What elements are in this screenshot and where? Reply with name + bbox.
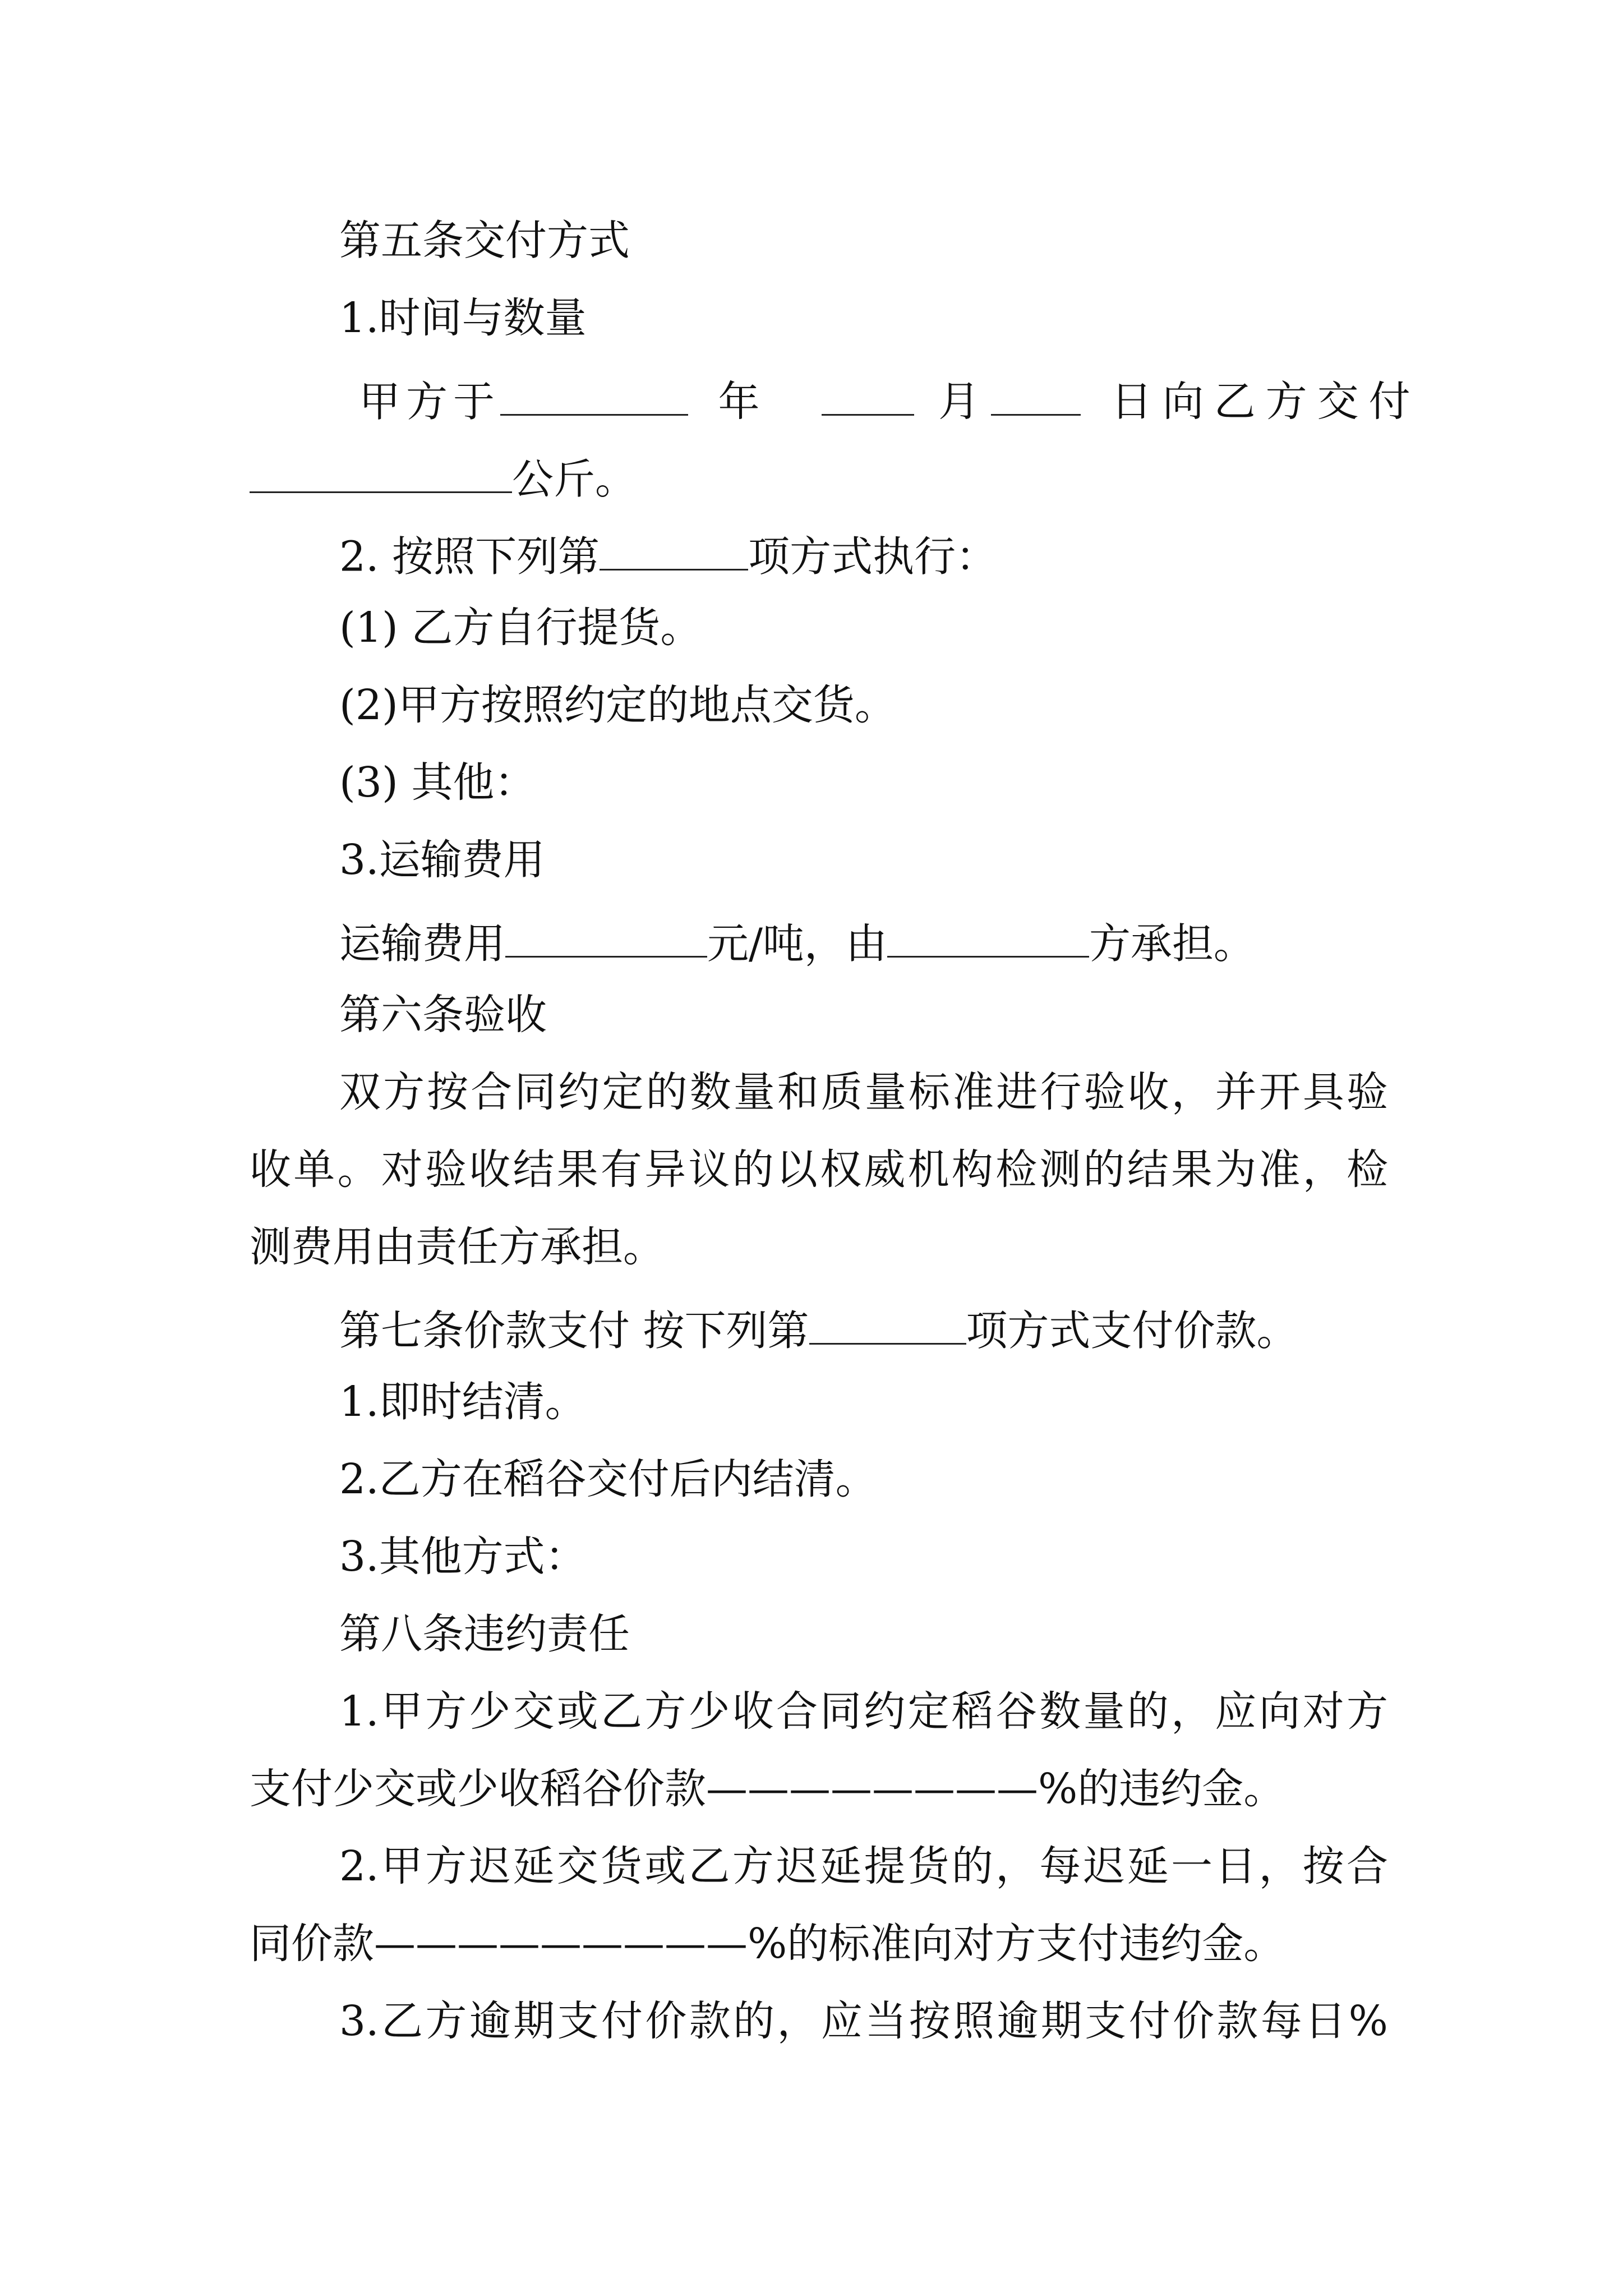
article-5-heading: 第五条交付方式 <box>339 217 630 265</box>
liability-2-line-1: 2.甲方迟延交货或乙方迟延提货的，每迟延一日，按合 <box>339 1842 1388 1890</box>
article-8-heading: 第八条违约责任 <box>339 1610 630 1658</box>
blank-method-number <box>600 530 748 570</box>
article-6-heading: 第六条验收 <box>339 991 547 1039</box>
text-party-bear: 方承担。 <box>1089 919 1255 968</box>
liability-2-line-2: 同价款—————————%的标准向对方支付违约金。 <box>250 1920 1285 1968</box>
article-7-line <box>339 1304 1298 1355</box>
payment-option-1: 1.即时结清。 <box>339 1378 587 1426</box>
blank-fee-amount <box>505 917 707 958</box>
option-2: (2)甲方按照约定的地点交货。 <box>339 681 896 729</box>
payment-option-3: 3.其他方式： <box>339 1533 587 1581</box>
delivery-date-line <box>359 375 1421 426</box>
inspection-text-2: 收单。对验收结果有异议的以权威机构检测的结果为准，检 <box>250 1145 1388 1194</box>
liability-3-line-1: 3.乙方逾期支付价款的，应当按照逾期支付价款每日% <box>339 1997 1388 2045</box>
text-transport-fee: 运输费用 <box>339 919 505 968</box>
text-deliver-to: 日向乙方交付 <box>1110 378 1421 426</box>
blank-month <box>822 375 914 416</box>
blank-day <box>991 375 1081 416</box>
text-article-7: 第七条价款支付 按下列第 <box>339 1306 809 1355</box>
blank-year <box>500 375 688 416</box>
option-3: (3) 其他： <box>339 758 536 807</box>
payment-option-2: 2.乙方在稻谷交付后内结清。 <box>339 1455 877 1503</box>
text-per-ton: 元/吨，由 <box>707 919 887 968</box>
inspection-text-3: 测费用由责任方承担。 <box>250 1223 665 1271</box>
inspection-text-1: 双方按合同约定的数量和质量标准进行验收，并开具验 <box>339 1068 1388 1116</box>
liability-1-line-1: 1.甲方少交或乙方少收合同约定稻谷数量的，应向对方 <box>339 1687 1388 1736</box>
text-month: 月 <box>938 378 980 426</box>
text-method-suffix: 项方式执行： <box>748 532 998 581</box>
item-transport-fee: 3.运输费用 <box>339 836 545 884</box>
blank-fee-party <box>887 917 1089 958</box>
text-kg: 公斤。 <box>512 455 637 504</box>
liability-1-line-2: 支付少交或少收稻谷价款————————%的违约金。 <box>250 1765 1285 1813</box>
text-year: 年 <box>718 378 760 426</box>
option-1: (1) 乙方自行提货。 <box>339 604 702 652</box>
blank-payment-method <box>809 1304 966 1345</box>
method-select-line <box>339 530 998 581</box>
text-jiafangyu: 甲方于 <box>359 378 500 426</box>
quantity-kg-line <box>250 452 637 504</box>
item-time-quantity: 1.时间与数量 <box>339 294 587 342</box>
text-payment-suffix: 项方式支付价款。 <box>966 1306 1298 1355</box>
transport-fee-line <box>339 917 1255 968</box>
blank-quantity <box>250 452 512 493</box>
text-method-prefix: 2. 按照下列第 <box>339 532 600 581</box>
